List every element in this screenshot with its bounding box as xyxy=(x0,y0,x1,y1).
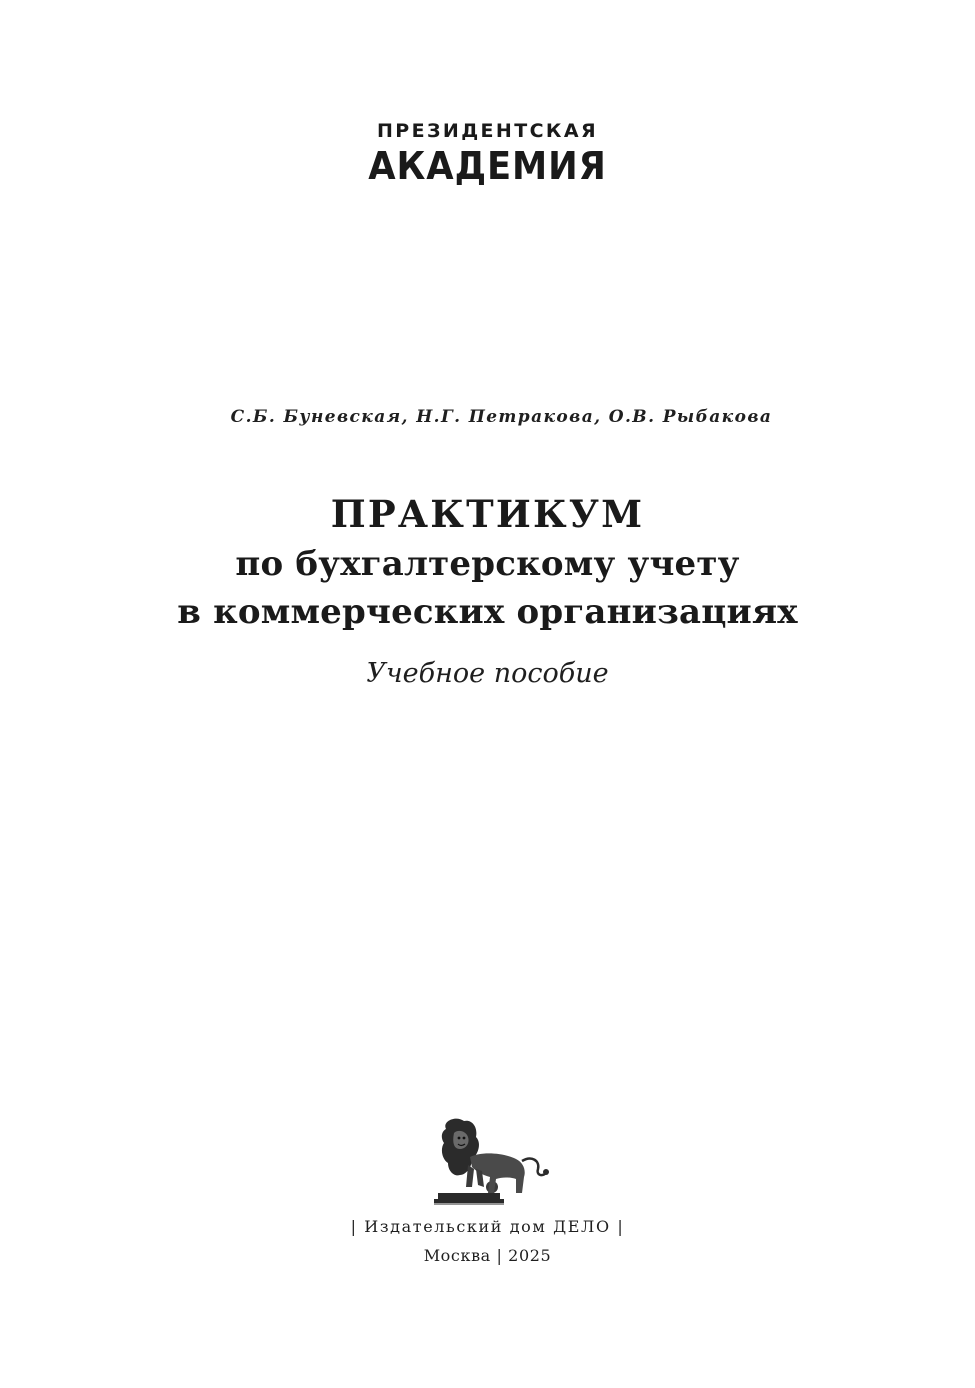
title-line-3: в коммерческих организациях xyxy=(177,592,798,632)
authors: С.Б. Буневская, Н.Г. Петракова, О.В. Рыбакова xyxy=(230,407,773,427)
book-title xyxy=(0,488,975,636)
lion-icon xyxy=(432,1115,550,1207)
logo-line-top: ПРЕЗИДЕНТСКАЯ xyxy=(377,120,598,142)
logo-line-bottom: АКАДЕМИЯ xyxy=(368,144,607,188)
title-line-2: по бухгалтерскому учету xyxy=(235,544,740,584)
city-year: Москва | 2025 xyxy=(423,1246,552,1265)
title-line-1: ПРАКТИКУМ xyxy=(330,492,645,536)
subtitle: Учебное пособие xyxy=(366,658,609,689)
academy-logo xyxy=(0,118,975,188)
publisher-name: | Издательский дом ДЕЛО | xyxy=(350,1217,625,1236)
